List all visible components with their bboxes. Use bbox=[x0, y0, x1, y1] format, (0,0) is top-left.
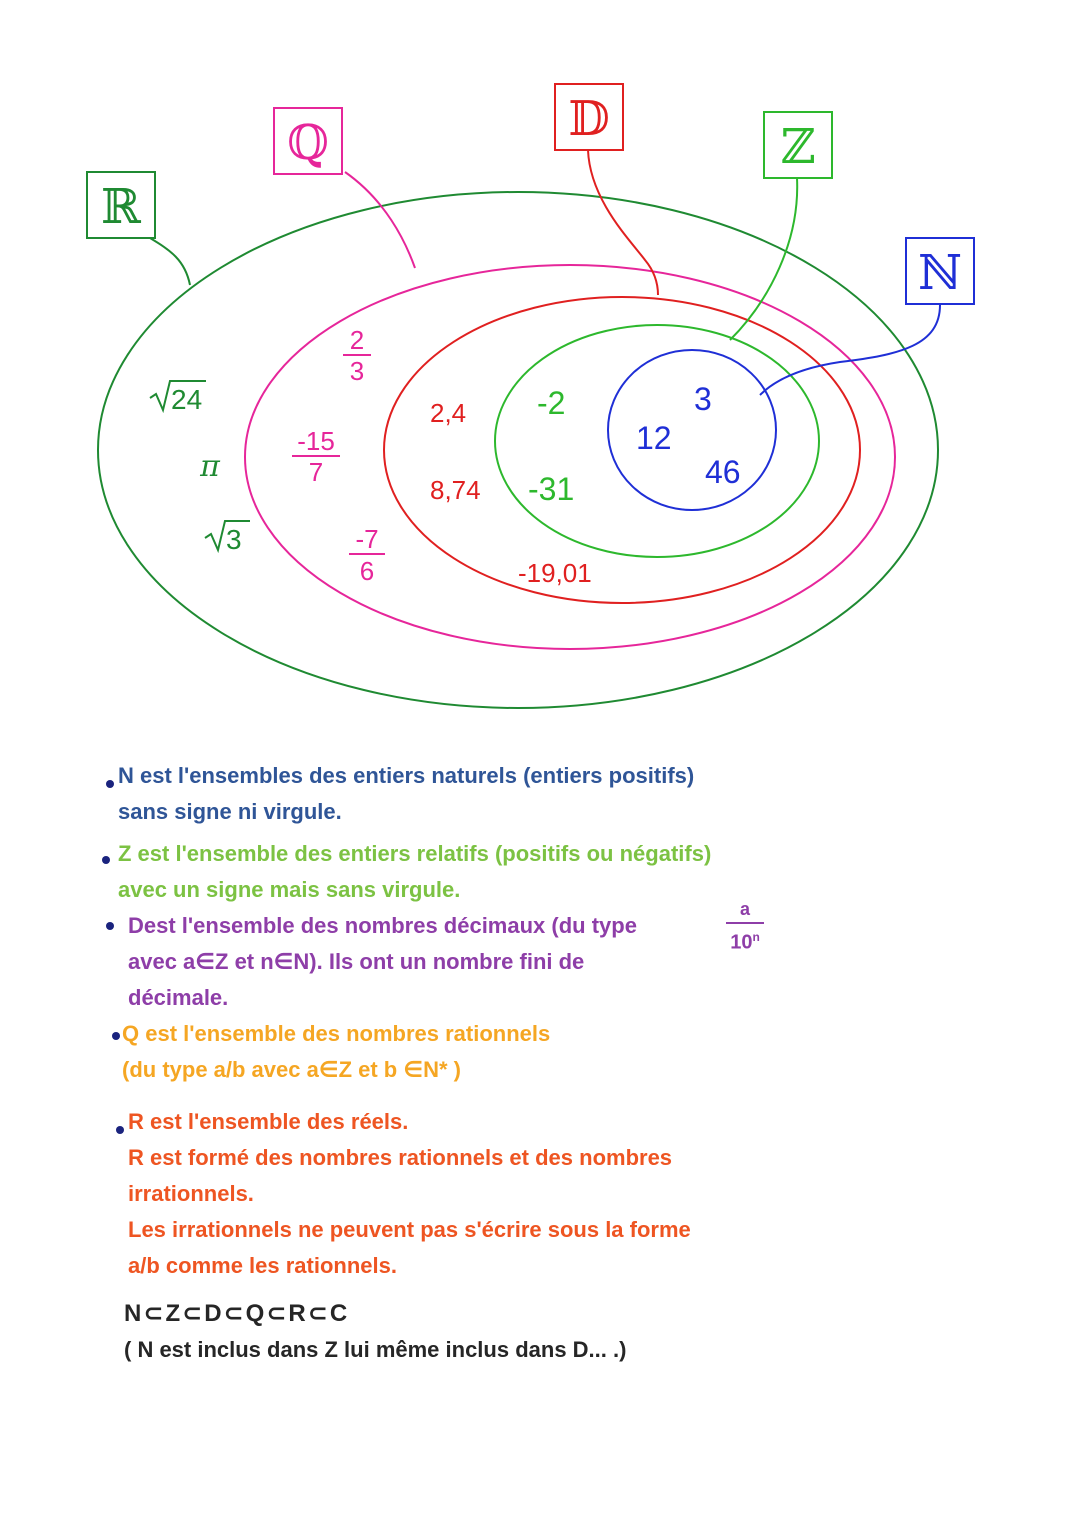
bullet-n bbox=[106, 780, 114, 788]
decimal-fraction-numerator: a bbox=[739, 899, 750, 919]
element-8-74: 8,74 bbox=[430, 475, 481, 505]
note-r-line2: R est formé des nombres rationnels et des nombres bbox=[128, 1145, 673, 1170]
set-d-ellipse bbox=[384, 297, 860, 603]
fraction-numerator: -15 bbox=[297, 426, 335, 456]
set-n-label: ℕ bbox=[918, 245, 962, 301]
n-leader-line bbox=[760, 305, 940, 395]
sqrt3-value: 3 bbox=[226, 524, 242, 555]
note-z-line2: avec un signe mais sans virgule. bbox=[118, 877, 461, 902]
element-fraction-2-3 bbox=[343, 325, 371, 386]
fraction-denominator: 6 bbox=[359, 556, 375, 586]
fraction-denominator: 3 bbox=[349, 356, 365, 386]
decimal-fraction-bar bbox=[726, 922, 764, 924]
set-z-label: ℤ bbox=[780, 119, 816, 175]
note-r-line4: Les irrationnels ne peuvent pas s'écrire sous la forme bbox=[128, 1217, 691, 1242]
note-r-line5: a/b comme les rationnels. bbox=[128, 1253, 397, 1278]
element-sqrt24 bbox=[150, 381, 206, 415]
q-leader-line bbox=[345, 172, 415, 268]
decimal-fraction-denominator bbox=[722, 926, 768, 954]
fraction-numerator: -7 bbox=[355, 524, 379, 554]
set-d-label: 𝔻 bbox=[568, 91, 610, 147]
element-3: 3 bbox=[694, 381, 712, 417]
note-r-line1: R est l'ensemble des réels. bbox=[128, 1109, 409, 1134]
set-r-ellipse bbox=[98, 192, 938, 708]
element-46: 46 bbox=[705, 454, 741, 490]
set-r-label: ℝ bbox=[101, 179, 141, 235]
decimal-fraction-formula bbox=[722, 898, 768, 954]
decimal-fraction-exponent: n bbox=[752, 930, 760, 944]
decimal-fraction-base: 10 bbox=[730, 931, 753, 954]
element-m31: -31 bbox=[528, 471, 575, 507]
note-z-line1: Z est l'ensemble des entiers relatifs (positifs ou négatifs) bbox=[118, 841, 712, 866]
element-sqrt3 bbox=[205, 521, 250, 555]
element-2-4: 2,4 bbox=[430, 398, 467, 428]
note-d-line3: décimale. bbox=[128, 985, 229, 1010]
set-q-ellipse bbox=[245, 265, 895, 649]
bullet-d bbox=[106, 922, 114, 930]
note-r-line3: irrationnels. bbox=[128, 1181, 254, 1206]
fraction-numerator: 2 bbox=[349, 325, 365, 355]
note-q-line2: (du type a/b avec a∈Z et b ∈N* ) bbox=[122, 1057, 461, 1082]
r-leader-line bbox=[150, 238, 190, 285]
note-q-line1: Q est l'ensemble des nombres rationnels bbox=[122, 1021, 551, 1046]
note-d-line1: Dest l'ensemble des nombres décimaux (du type bbox=[128, 913, 637, 938]
bullet-z bbox=[102, 856, 110, 864]
sets-venn-diagram bbox=[0, 0, 1080, 720]
note-n-line1: N est l'ensembles des entiers naturels (entiers positifs) bbox=[118, 763, 695, 788]
fraction-denominator: 7 bbox=[308, 457, 324, 487]
bullet-r bbox=[116, 1126, 124, 1134]
element-12: 12 bbox=[636, 420, 672, 456]
z-leader-line bbox=[730, 178, 797, 340]
element-pi: π bbox=[200, 449, 220, 484]
inclusion-chain: N⊂Z⊂D⊂Q⊂R⊂C bbox=[124, 1300, 350, 1327]
note-d-line2: avec a∈Z et n∈N). Ils ont un nombre fini de bbox=[128, 949, 585, 974]
inclusion-note: ( N est inclus dans Z lui même inclus dans D... .) bbox=[124, 1337, 627, 1362]
sqrt24-value: 24 bbox=[171, 384, 203, 415]
d-leader-line bbox=[588, 150, 658, 295]
set-q-label: ℚ bbox=[287, 115, 329, 171]
element-m19-01: -19,01 bbox=[518, 558, 592, 588]
element-fraction-m7-6 bbox=[349, 524, 385, 586]
set-n-ellipse bbox=[608, 350, 776, 510]
note-n-line2: sans signe ni virgule. bbox=[118, 799, 342, 824]
element-m2: -2 bbox=[537, 385, 566, 421]
element-fraction-m15-7 bbox=[292, 426, 340, 487]
bullet-q bbox=[112, 1032, 120, 1040]
